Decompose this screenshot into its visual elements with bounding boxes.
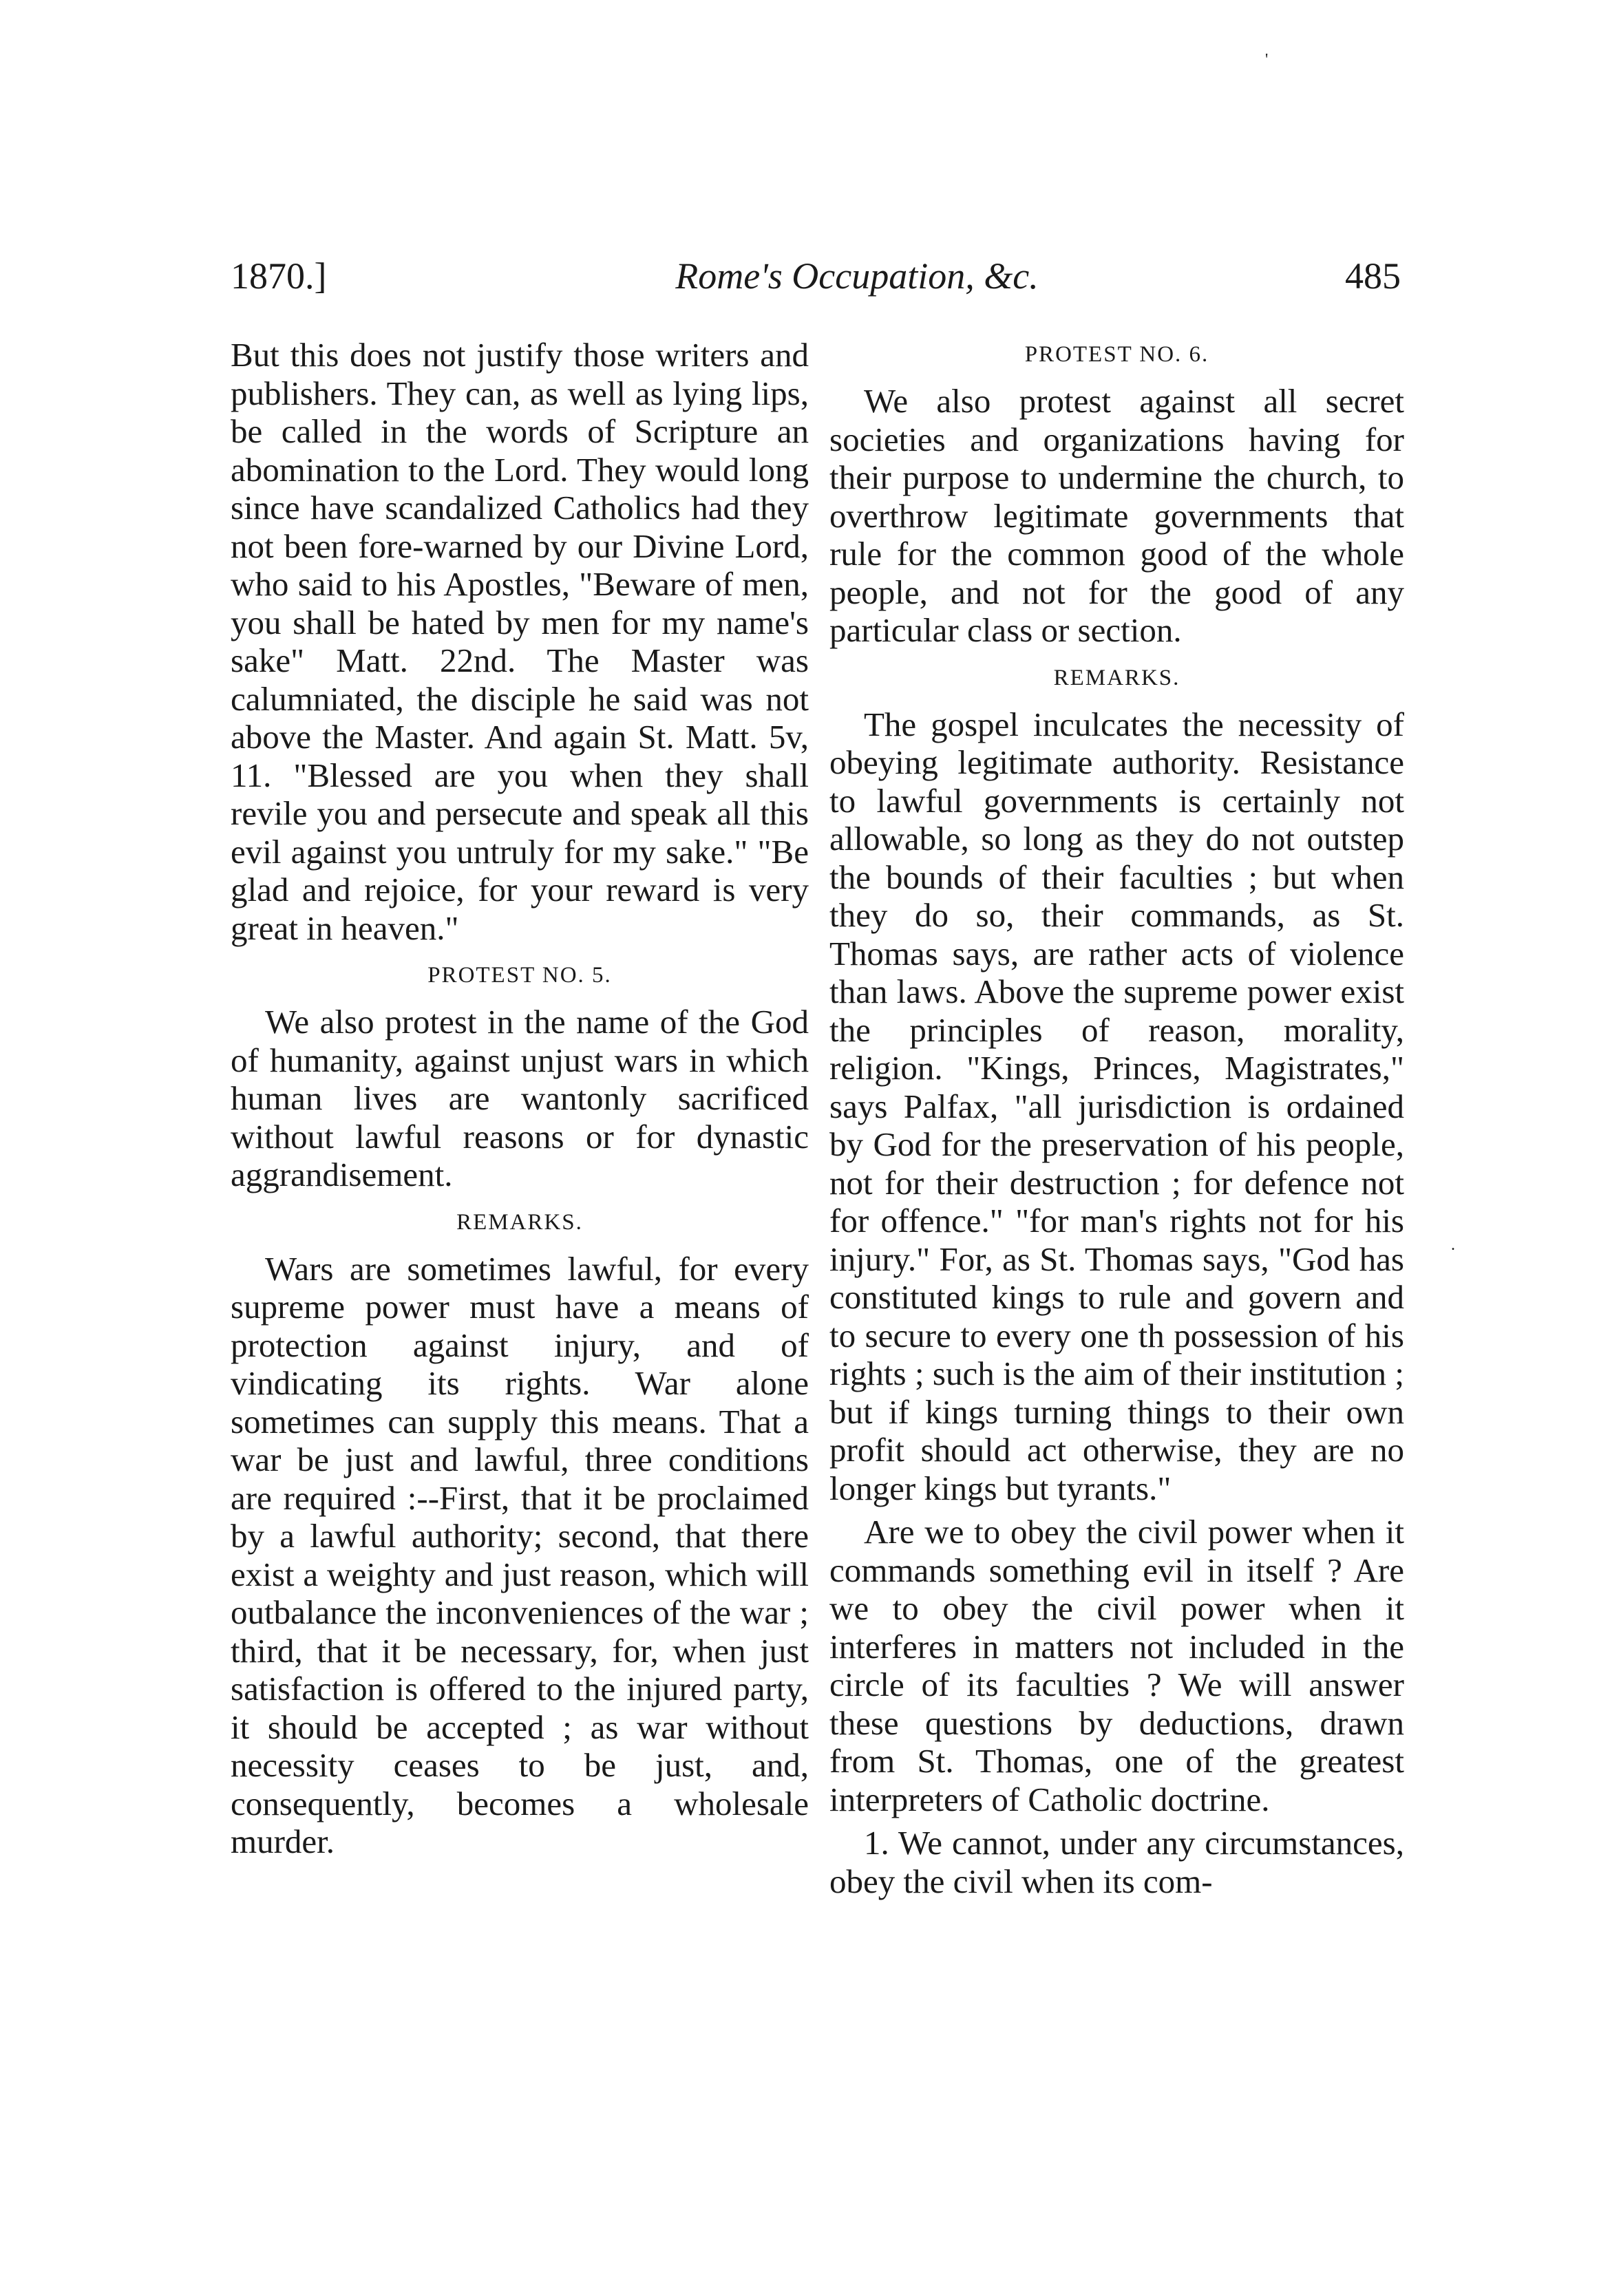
right-column: [829, 336, 1404, 1900]
numbered-point-1: 1. We cannot, under any circumstances, obey the civil when its com-: [829, 1824, 1404, 1900]
page-mark: ': [1265, 51, 1269, 69]
left-column: [231, 336, 809, 1861]
left-paragraph-1: But this does not justify those writers and publishers. They can, as well as lying lips, be called in the words of Scripture an abomination to the Lord. They would long since have scandalized Catholics had they not been fore-warned by our Divine Lord, who said to his Apostles, "Beware of men, you shall be hated by men for my name's sake" Matt. 22nd. The Master was calumniated, the disciple he said was not above the Master. And again St. Matt. 5v, 11. "Blessed are you when they shall revile you and persecute and speak all this evil against you untruly for my sake." "Be glad and rejoice, for your reward is very great in heaven.": [231, 336, 809, 947]
protest-5-text: We also protest in the name of the God of humanity, against unjust wars in which human lives are wantonly sacrificed without lawful reasons or for dynastic aggrandisement.: [231, 1003, 809, 1193]
civil-power-paragraph: Are we to obey the civil power when it commands something evil in itself ? Are we to obey the civil power when it interferes in matters not included in the circle of its faculties ? We will answer these questions by deductions, drawn from St. Thomas, one of the greatest interpreters of Catholic doctrine.: [829, 1513, 1404, 1818]
remarks-text-right: The gospel inculcates the necessity of obeying legitimate authority. Resistance to lawful governments is certainly not allowable, so long as they do not outstep the bounds of their faculties ; but when they do so, their commands, as St. Thomas says, are rather acts of violence than laws. Above the supreme power exist the principles of reason, morality, religion. "Kings, Princes, Magistrates," says Palfax, "all jurisdiction is ordained by God for the preservation of his people, not for their destruction ; for defence not for offence." "for man's rights not for his injury." For, as St. Thomas says, "God has constituted kings to rule and govern and to secure to every one th possession of his rights ; such is the aim of their institution ; but if kings turning things to their own profit should act otherwise, they are no longer kings but tyrants.": [829, 705, 1404, 1507]
remarks-text-left: Wars are sometimes lawful, for every supreme power must have a means of protection against injury, and of vindicating its rights. War alone sometimes can supply this means. That a war be just and lawful, three conditions are required :--First, that it be proclaimed by a lawful authority; second, that there exist a weighty and just reason, which will outbalance the inconveniences of the war ; third, that it be necessary, for, when just satisfaction is offered to the injured party, it should be accepted ; as war without necessity ceases to be just, and, consequently, becomes a wholesale murder.: [231, 1249, 809, 1860]
protest-5-heading: PROTEST NO. 5.: [427, 963, 612, 988]
header-year: 1870.]: [231, 255, 327, 297]
page-number: 485: [1345, 255, 1401, 297]
protest-6-text: We also protest against all secret societies and organizations having for their purpose to undermine the church, to overthrow legitimate governments that rule for the common good of the whole people, and not for the good of any particular class or section.: [829, 382, 1404, 649]
header-title: Rome's Occupation, &c.: [675, 255, 1039, 297]
remarks-heading-right: REMARKS.: [1053, 665, 1180, 690]
stray-mark: .: [1451, 1236, 1455, 1254]
remarks-heading-left: REMARKS.: [456, 1209, 583, 1235]
running-head: [231, 251, 1401, 301]
protest-6-heading: PROTEST NO. 6.: [1024, 342, 1209, 367]
